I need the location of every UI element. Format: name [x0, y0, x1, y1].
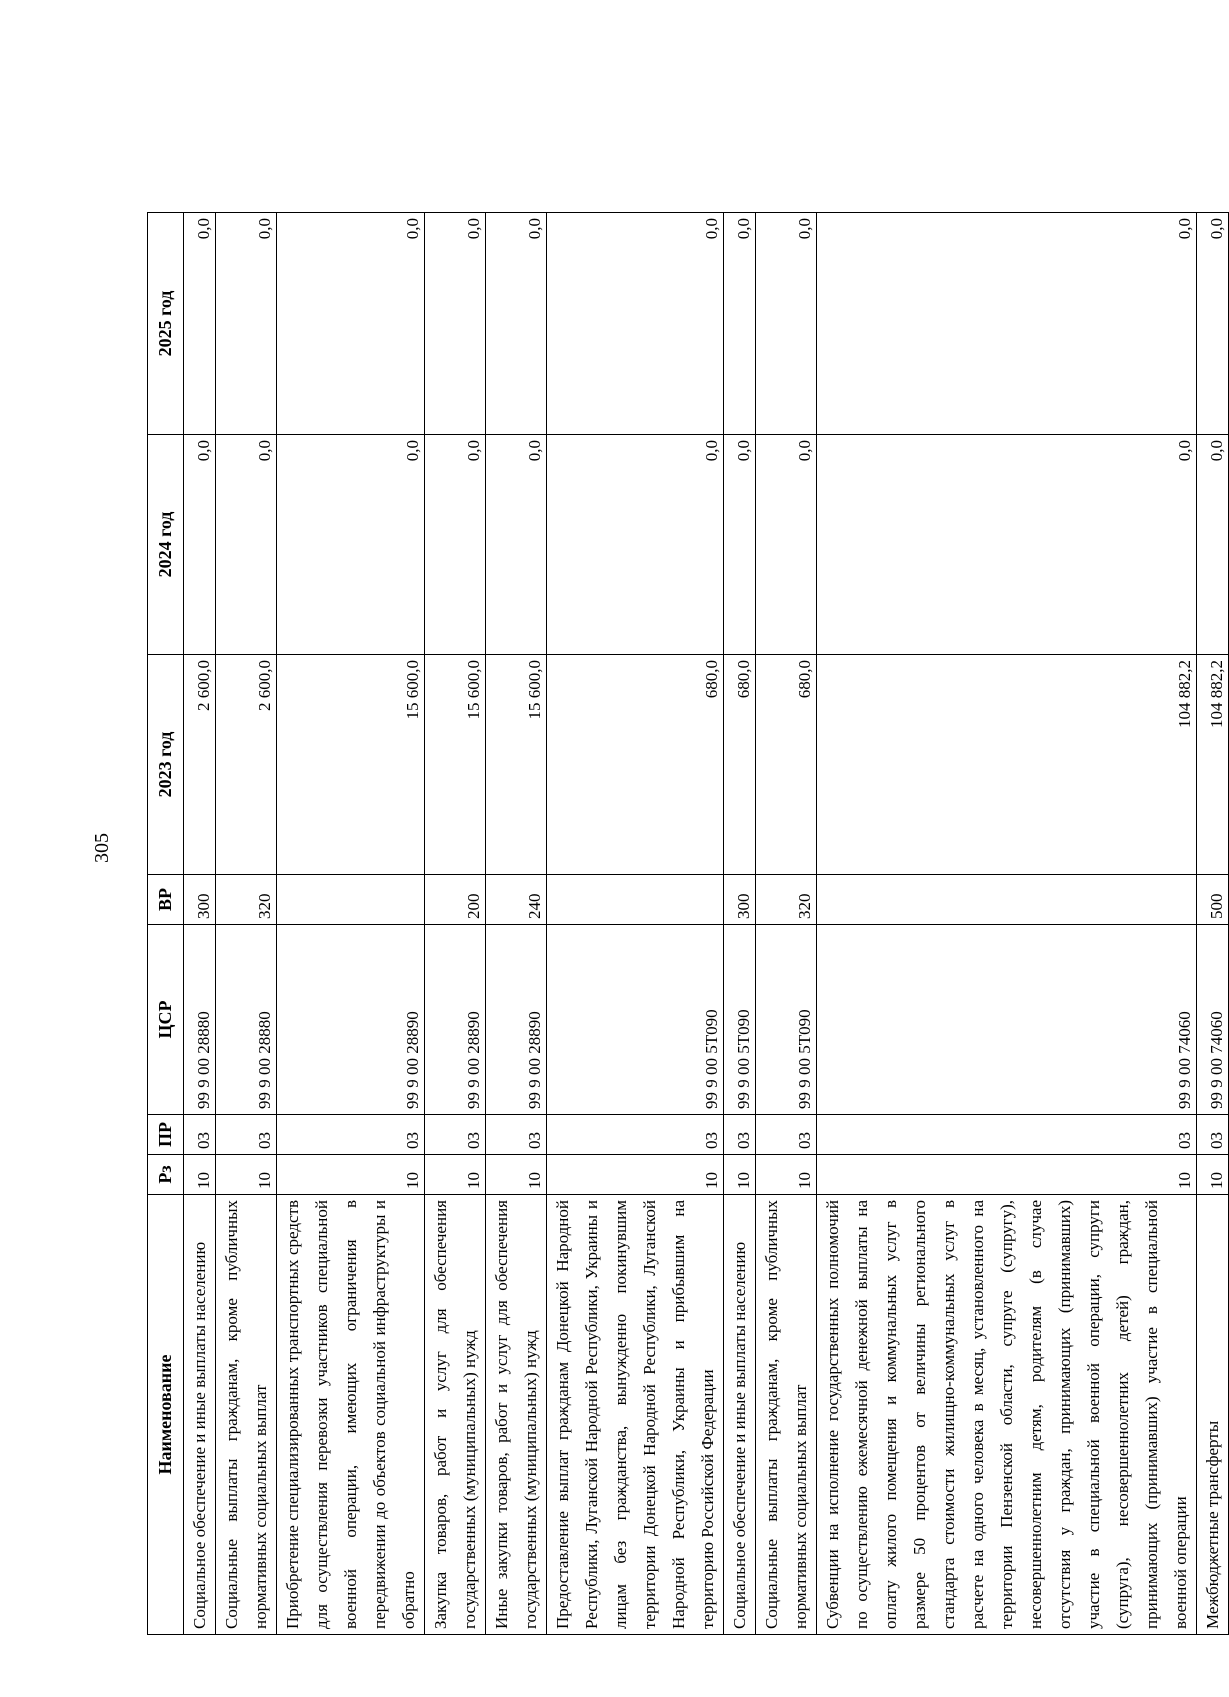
cell-2023: 680,0 [724, 655, 756, 875]
cell-vr [547, 875, 724, 925]
cell-name: Межбюджетные трансферты [1197, 1195, 1229, 1635]
cell-csr: 99 9 00 5T090 [547, 925, 724, 1115]
cell-2024: 0,0 [817, 435, 1197, 655]
cell-name: Субвенции на исполнение государственных полномочий по осуществлению ежемесячной денежной выплаты на оплату жилого помещения и коммунальных услуг в размере 50 процентов от величины регионального стандарта стоимости жилищно-коммунальных услуг в расчете на одного человека в месяц, установленного на территории Пензенской области, супруге (супругу), несовершеннолетним детям, родителям (в случае отсутствия у граждан, принимающих (принимавших) участие в специальной военной операции, супруги (супруга), несовершеннолетних детей) граждан, принимающих (принимавших) участие в специальной военной операции [817, 1195, 1197, 1635]
cell-rz: 10 [724, 1155, 756, 1195]
table-row [486, 213, 547, 1635]
cell-rz: 10 [547, 1155, 724, 1195]
table-row [817, 213, 1197, 1635]
cell-2023: 104 882,2 [1197, 655, 1229, 875]
cell-name: Предоставление выплат гражданам Донецкой Народной Республики, Луганской Народной Республики, Украины и лицам без гражданства, вынужденно покинувшим территории Донецкой Народной Республики, Луганской Народной Республики, Украины и прибывшим на территорию Российской Федерации [547, 1195, 724, 1635]
header-csr: ЦСР [148, 925, 184, 1115]
cell-rz: 10 [425, 1155, 486, 1195]
cell-2025: 0,0 [425, 213, 486, 435]
cell-2025: 0,0 [486, 213, 547, 435]
table-header-row [148, 213, 184, 1635]
cell-2024: 0,0 [486, 435, 547, 655]
cell-2023: 15 600,0 [277, 655, 425, 875]
table-row [724, 213, 756, 1635]
cell-2024: 0,0 [277, 435, 425, 655]
cell-csr: 99 9 00 74060 [1197, 925, 1229, 1115]
cell-2024: 0,0 [216, 435, 277, 655]
cell-vr: 200 [425, 875, 486, 925]
cell-rz: 10 [216, 1155, 277, 1195]
cell-2024: 0,0 [724, 435, 756, 655]
cell-2025: 0,0 [184, 213, 216, 435]
table-row [547, 213, 724, 1635]
cell-name: Закупка товаров, работ и услуг для обеспечения государственных (муниципальных) нужд [425, 1195, 486, 1635]
cell-pr: 03 [277, 1115, 425, 1155]
cell-vr: 300 [724, 875, 756, 925]
cell-2023: 680,0 [756, 655, 817, 875]
cell-pr: 03 [1197, 1115, 1229, 1155]
cell-2025: 0,0 [724, 213, 756, 435]
cell-csr: 99 9 00 5T090 [724, 925, 756, 1115]
header-vr: ВР [148, 875, 184, 925]
cell-vr: 300 [184, 875, 216, 925]
cell-rz: 10 [184, 1155, 216, 1195]
cell-pr: 03 [756, 1115, 817, 1155]
cell-pr: 03 [817, 1115, 1197, 1155]
header-rz: Рз [148, 1155, 184, 1195]
cell-2025: 0,0 [216, 213, 277, 435]
cell-2024: 0,0 [184, 435, 216, 655]
table-row [1197, 213, 1229, 1635]
cell-2024: 0,0 [425, 435, 486, 655]
cell-2025: 0,0 [817, 213, 1197, 435]
cell-2023: 680,0 [547, 655, 724, 875]
cell-csr: 99 9 00 28890 [277, 925, 425, 1115]
cell-pr: 03 [547, 1115, 724, 1155]
cell-pr: 03 [486, 1115, 547, 1155]
cell-name: Социальное обеспечение и иные выплаты населению [724, 1195, 756, 1635]
header-pr: ПР [148, 1115, 184, 1155]
cell-name: Социальное обеспечение и иные выплаты населению [184, 1195, 216, 1635]
cell-2025: 0,0 [277, 213, 425, 435]
cell-name: Социальные выплаты гражданам, кроме публичных нормативных социальных выплат [756, 1195, 817, 1635]
cell-rz: 10 [817, 1155, 1197, 1195]
cell-2025: 0,0 [1197, 213, 1229, 435]
cell-csr: 99 9 00 28890 [486, 925, 547, 1115]
cell-csr: 99 9 00 74060 [817, 925, 1197, 1115]
cell-pr: 03 [216, 1115, 277, 1155]
cell-rz: 10 [486, 1155, 547, 1195]
cell-2025: 0,0 [547, 213, 724, 435]
cell-csr: 99 9 00 5T090 [756, 925, 817, 1115]
cell-2023: 2 600,0 [184, 655, 216, 875]
cell-vr: 320 [216, 875, 277, 925]
cell-pr: 03 [184, 1115, 216, 1155]
cell-name: Социальные выплаты гражданам, кроме публичных нормативных социальных выплат [216, 1195, 277, 1635]
header-2024: 2024 год [148, 435, 184, 655]
table-row [425, 213, 486, 1635]
cell-pr: 03 [724, 1115, 756, 1155]
cell-2024: 0,0 [547, 435, 724, 655]
header-2023: 2023 год [148, 655, 184, 875]
cell-name: Приобретение специализированных транспортных средств для осуществления перевозки участников специальной военной операции, имеющих ограничения в передвижении до объектов социальной инфраструктуры и обратно [277, 1195, 425, 1635]
table-row [216, 213, 277, 1635]
cell-vr [817, 875, 1197, 925]
budget-table-container [147, 213, 1226, 1635]
header-name: Наименование [148, 1195, 184, 1635]
cell-name: Иные закупки товаров, работ и услуг для обеспечения государственных (муниципальных) нужд [486, 1195, 547, 1635]
cell-vr: 500 [1197, 875, 1229, 925]
cell-2023: 15 600,0 [486, 655, 547, 875]
cell-vr: 240 [486, 875, 547, 925]
table-row [756, 213, 817, 1635]
cell-2023: 2 600,0 [216, 655, 277, 875]
cell-vr [277, 875, 425, 925]
header-2025: 2025 год [148, 213, 184, 435]
cell-2025: 0,0 [756, 213, 817, 435]
table-row [277, 213, 425, 1635]
cell-rz: 10 [1197, 1155, 1229, 1195]
cell-2023: 15 600,0 [425, 655, 486, 875]
cell-2024: 0,0 [756, 435, 817, 655]
cell-csr: 99 9 00 28890 [425, 925, 486, 1115]
table-row [184, 213, 216, 1635]
cell-2023: 104 882,2 [817, 655, 1197, 875]
page-number: 305 [91, 833, 113, 863]
cell-vr: 320 [756, 875, 817, 925]
cell-pr: 03 [425, 1115, 486, 1155]
cell-csr: 99 9 00 28880 [216, 925, 277, 1115]
cell-rz: 10 [277, 1155, 425, 1195]
budget-table [147, 212, 1229, 1635]
cell-2024: 0,0 [1197, 435, 1229, 655]
cell-rz: 10 [756, 1155, 817, 1195]
cell-csr: 99 9 00 28880 [184, 925, 216, 1115]
